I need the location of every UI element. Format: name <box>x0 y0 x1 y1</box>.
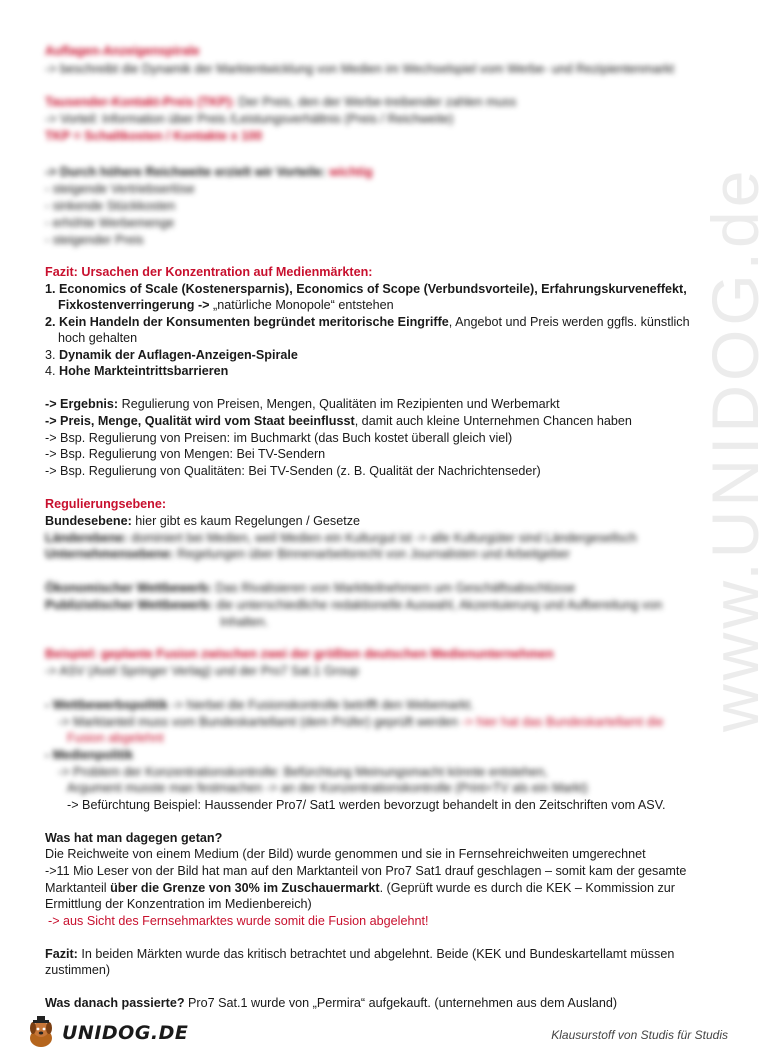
heading-was-hat-man: Was hat man dagegen getan? <box>45 831 223 845</box>
heading-regulierungsebene: Regulierungsebene: <box>45 497 167 511</box>
text-span: . (Geprüft wurde es durch die KEK – Kommission zur <box>379 881 675 895</box>
text-line <box>45 946 674 962</box>
text-span: die unterschiedliche redaktionelle Auswahl, Akzentuierung und Aufbereitung von <box>212 598 663 612</box>
text-line <box>45 880 675 896</box>
text-line: Die Reichweite von einem Medium (der Bild) wurde genommen und sie in Fernsehreichweiten umgerechnet <box>45 847 646 861</box>
text-line <box>45 597 662 613</box>
text-line <box>45 580 575 596</box>
text-line: -> Bsp. Regulierung von Qualitäten: Bei TV-Senden (z. B. Qualität der Nachrichtenseder) <box>45 464 541 478</box>
label-ergebnis: -> Ergebnis: <box>45 397 119 411</box>
text-line <box>45 396 560 412</box>
text-line <box>45 995 617 1011</box>
text-line: ->11 Mio Leser von der Bild hat man auf den Marktanteil von Pro7 Sat1 drauf geschlagen – somit kam der gesamte <box>45 864 687 878</box>
text-span: -> Marktanteil muss vom Bundeskartellamt (dem Prüfer) geprüft werden <box>58 715 459 729</box>
text-line: Ermittlung der Konzentration im Medienbereich) <box>45 897 312 911</box>
list-item: - steigende Vertriebserlöse <box>45 182 195 196</box>
text-line <box>45 530 637 546</box>
text-span: Marktanteil <box>45 881 111 895</box>
text-span: , damit auch kleine Unternehmen Chancen haben <box>354 414 632 428</box>
label-was-danach: Was danach passierte? <box>45 996 185 1010</box>
text-span: Regelungen über Binnenarbeitsrecht von Journalisten und Arbeitgeber <box>173 547 571 561</box>
label-wettbewerbspolitik: - Wettbewerbspolitik <box>45 698 168 712</box>
text-span: hier gibt es kaum Regelungen / Gesetze <box>131 514 360 528</box>
list-item: - erhöhte Werbemenge <box>45 216 175 230</box>
text-span: „natürliche Monopole“ entstehen <box>209 298 394 312</box>
text-span: Regulierung von Preisen, Mengen, Qualitäten im Rezipienten und Werbemarkt <box>118 397 560 411</box>
text-span: Fixkostenverringerung -> <box>58 298 210 312</box>
text-line <box>45 164 373 180</box>
list-item: - steigender Preis <box>45 233 144 247</box>
list-item: 1. Economics of Scale (Kostenersparnis), Economics of Scope (Verbundsvorteile), Erfahrungskurveneffekt, <box>45 282 687 296</box>
text-line: -> Bsp. Regulierung von Mengen: Bei TV-Sendern <box>45 447 326 461</box>
logo-text: UNIDOG.DE <box>62 1022 189 1044</box>
text-line: -> ASV (Axel Springer Verlag) und der Pro7 Sat.1 Group <box>45 664 359 678</box>
heading-fazit-ursachen: Fazit: Ursachen der Konzentration auf Medienmärkten: <box>45 265 373 279</box>
text-line <box>45 697 474 713</box>
highlight-wichtig: wichtig <box>325 165 373 179</box>
text-line <box>45 94 516 110</box>
label-bundesebene: Bundesebene: <box>45 514 132 528</box>
text-span: Dynamik der Auflagen-Anzeigen-Spirale <box>59 348 298 362</box>
text-span: Das Rivalisieren von Marktteilnehmern um Geschäftsabschlüsse <box>212 581 576 595</box>
text-line: -> Befürchtung Beispiel: Haussender Pro7/ Sat1 werden bevorzugt behandelt in den Zeitschriften vom ASV. <box>67 798 666 812</box>
list-item <box>45 347 298 363</box>
label-oekonomischer: Ökonomischer Wettbewerb: <box>45 581 213 595</box>
text-line-continuation: Fusion abgelehnt <box>67 731 164 745</box>
text-span: Pro7 Sat.1 wurde von „Permira“ aufgekauft. (unternehmen aus dem Ausland) <box>184 996 618 1010</box>
text-span: Hohe Markteintrittsbarrieren <box>59 364 229 378</box>
list-item: - sinkende Stückkosten <box>45 199 176 213</box>
text-line: zustimmen) <box>45 963 111 977</box>
list-item <box>45 363 228 379</box>
text-span: 2. Kein Handeln der Konsumenten begründet meritorische Eingriffe <box>45 315 449 329</box>
text-span: dominiert bei Medien, weil Medien ein Kulturgut ist -> alle Kulturgüter sind Ländergesellsch <box>127 531 637 545</box>
conclusion-red: -> aus Sicht des Fernsehmarktes wurde somit die Fusion abgelehnt! <box>48 914 429 928</box>
text-span: -> Durch höhere Reichweite erzielt wir Vorteile: <box>45 165 326 179</box>
heading-beispiel-fusion: Beispiel: geplante Fusion zwischen zwei der größten deutschen Medienunternehmen <box>45 647 554 661</box>
text-line <box>58 714 663 730</box>
text-span: Der Preis, den der Werbe-treibender zahlen muss <box>235 95 517 109</box>
label-fazit: Fazit: <box>45 947 78 961</box>
text-span: -> Preis, Menge, Qualität wird vom Staat beeinflusst <box>45 414 355 428</box>
text-line <box>45 413 632 429</box>
label-medienpolitik: - Medienpolitik <box>45 748 134 762</box>
formula-tkp: TKP = Schaltkosten / Kontakte x 100 <box>45 129 263 143</box>
heading-auflagen: Auflagen-Anzeigenspirale <box>45 44 200 58</box>
text-line <box>45 546 570 562</box>
dog-mascot-icon <box>24 1016 58 1050</box>
list-item <box>45 314 690 330</box>
text-line-continuation: Argument musste man festmachen -> an der Konzentrationskontrolle (Print+TV als ein Markt) <box>67 781 588 795</box>
text-line: -> Problem der Konzentrationskontrolle: Befürchtung Meinungsmacht könnte entstehen, <box>58 765 548 779</box>
label-laenderebene: Länderebene: <box>45 531 128 545</box>
watermark: www.UNIDOG.de <box>698 166 772 732</box>
text-span: -> hierbei die Fusionskontrolle betrifft den Webemarkt. <box>167 698 474 712</box>
text-span: 3. <box>45 348 60 362</box>
text-line: -> beschreibt die Dynamik der Marktentwicklung von Medien im Wechselspiel vom Werbe- und Rezipientenmarkt <box>45 62 675 76</box>
list-item-continuation <box>58 297 394 313</box>
text-span: In beiden Märkten wurde das kritisch betrachtet und abgelehnt. Beide (KEK und Bundeskartellamt müssen <box>77 947 675 961</box>
text-line: -> Vorteil: Information über Preis /Leistungsverhältnis (Preis / Reichweite) <box>45 112 454 126</box>
footer-tagline: Klausurstoff von Studis für Studis <box>551 1028 728 1042</box>
text-line <box>45 513 360 529</box>
label-unternehmensebene: Unternehmensebene: <box>45 547 174 561</box>
unidog-logo <box>24 1016 188 1050</box>
text-line: -> Bsp. Regulierung von Preisen: im Buchmarkt (das Buch kostet überall gleich viel) <box>45 431 513 445</box>
text-span: -> hier hat das Bundeskartellamt die <box>458 715 664 729</box>
text-span: über die Grenze von 30% im Zuschauermarkt <box>110 881 380 895</box>
term-tkp: Tausender-Kontakt-Preis (TKP): <box>45 95 236 109</box>
label-publizistischer: Publizistischer Wettbewerb: <box>45 598 213 612</box>
list-item-continuation: hoch gehalten <box>58 331 138 345</box>
text-span: , Angebot und Preis werden ggfls. künstlich <box>448 315 690 329</box>
text-line-continuation: Inhalten. <box>220 615 269 629</box>
text-span: 4. <box>45 364 60 378</box>
